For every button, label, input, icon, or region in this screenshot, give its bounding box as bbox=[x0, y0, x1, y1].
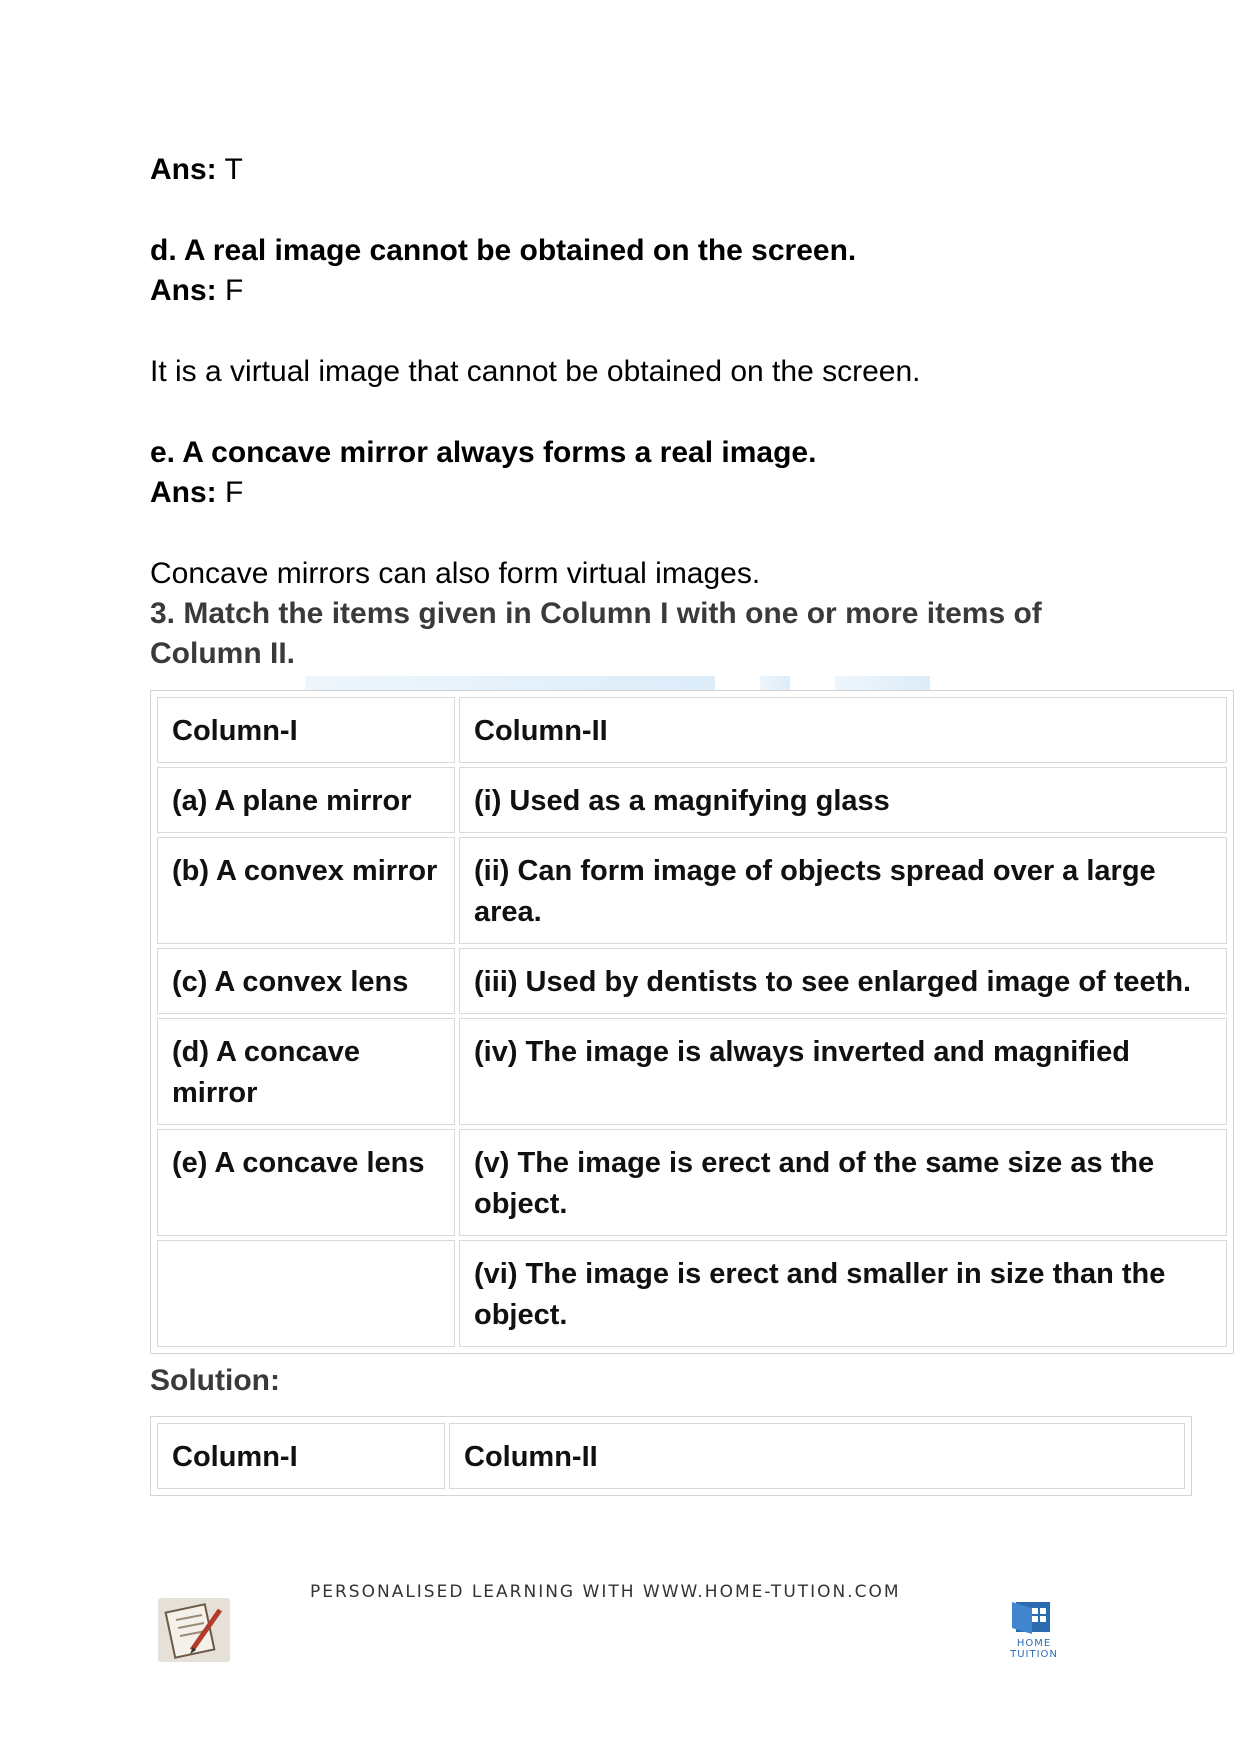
table-cell: (ii) Can form image of objects spread over a large area. bbox=[459, 837, 1227, 944]
table-row bbox=[157, 1129, 1227, 1236]
match-table bbox=[150, 690, 1234, 1354]
ans-label: Ans: bbox=[150, 274, 217, 307]
table-header-cell: Column-II bbox=[449, 1423, 1185, 1489]
answer-d bbox=[150, 271, 243, 311]
solution-table bbox=[150, 1416, 1192, 1496]
table-cell: (e) A concave lens bbox=[157, 1129, 455, 1236]
question-e: e. A concave mirror always forms a real image. bbox=[150, 436, 817, 469]
question-3-line2: Column II. bbox=[150, 637, 295, 670]
table-header-row bbox=[157, 697, 1227, 763]
ans-value: F bbox=[225, 274, 244, 307]
footer-text: PERSONALISED LEARNING WITH WWW.HOME-TUTION.COM bbox=[310, 1582, 901, 1602]
logo-text: HOME TUITION bbox=[1010, 1638, 1058, 1660]
table-cell: (vi) The image is erect and smaller in size than the object. bbox=[459, 1240, 1227, 1347]
table-header-cell: Column-I bbox=[157, 697, 455, 763]
table-row bbox=[157, 767, 1227, 833]
table-cell: (iii) Used by dentists to see enlarged image of teeth. bbox=[459, 948, 1227, 1014]
table-cell: (d) A concave mirror bbox=[157, 1018, 455, 1125]
explanation-e: Concave mirrors can also form virtual images. bbox=[150, 557, 761, 590]
explanation-d: It is a virtual image that cannot be obtained on the screen. bbox=[150, 355, 921, 388]
table-row bbox=[157, 837, 1227, 944]
notepad-pencil-icon bbox=[158, 1598, 230, 1662]
watermark-strip bbox=[305, 676, 715, 690]
table-header-cell: Column-I bbox=[157, 1423, 445, 1489]
table-row bbox=[157, 1018, 1227, 1125]
answer-c bbox=[150, 150, 243, 190]
table-row bbox=[157, 1240, 1227, 1347]
table-cell: (a) A plane mirror bbox=[157, 767, 455, 833]
table-cell: (c) A convex lens bbox=[157, 948, 455, 1014]
table-row bbox=[157, 948, 1227, 1014]
home-tuition-logo bbox=[1002, 1598, 1066, 1664]
table-cell: (iv) The image is always inverted and magnified bbox=[459, 1018, 1227, 1125]
table-header-cell: Column-II bbox=[459, 697, 1227, 763]
table-cell: (i) Used as a magnifying glass bbox=[459, 767, 1227, 833]
table-header-row bbox=[157, 1423, 1185, 1489]
answer-e bbox=[150, 473, 243, 513]
ans-label: Ans: bbox=[150, 153, 217, 186]
table-cell: (b) A convex mirror bbox=[157, 837, 455, 944]
watermark-strip bbox=[760, 676, 790, 690]
ans-value: F bbox=[225, 476, 244, 509]
solution-label: Solution: bbox=[150, 1364, 280, 1397]
question-3-line1: 3. Match the items given in Column I with one or more items of bbox=[150, 597, 1042, 630]
table-cell: (v) The image is erect and of the same size as the object. bbox=[459, 1129, 1227, 1236]
question-d: d. A real image cannot be obtained on the screen. bbox=[150, 234, 857, 267]
ans-value: T bbox=[224, 153, 243, 186]
table-cell bbox=[157, 1240, 455, 1347]
ans-label: Ans: bbox=[150, 476, 217, 509]
watermark-strip bbox=[835, 676, 930, 690]
